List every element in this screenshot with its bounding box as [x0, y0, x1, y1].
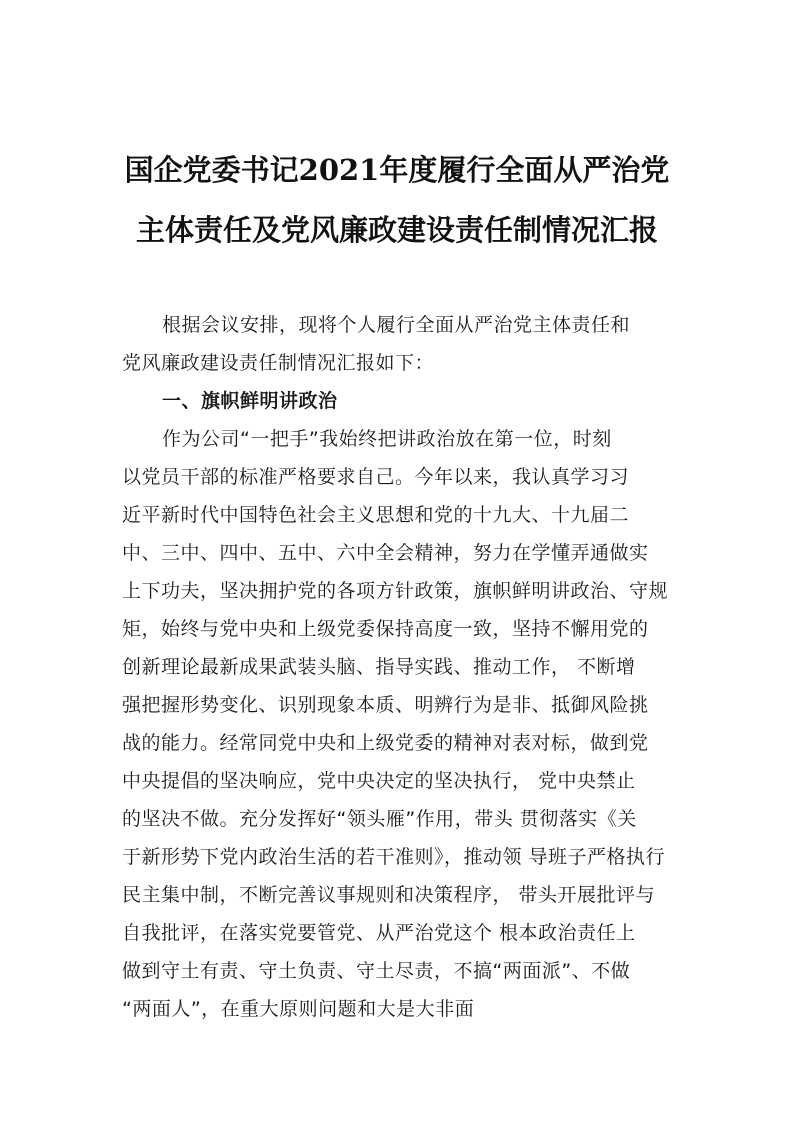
body-line: 以党员干部的标准严格要求自己。今年以来，我认真学习习: [122, 466, 630, 488]
body-line: 民主集中制，不断完善议事规则和决策程序， 带头开展批评与: [122, 884, 656, 906]
body-line: 作为公司“一把手”我始终把讲政治放在第一位，时刻: [162, 428, 612, 450]
body-line: 于新形势下党内政治生活的若干准则》，推动领 导班子严格执行: [122, 846, 666, 868]
body-line: 党风廉政建设责任制情况汇报如下：: [122, 352, 435, 374]
body-line: 的坚决不做。充分发挥好“领头雁”作用，带头 贯彻落实《关: [122, 808, 637, 830]
section-heading: 一、旗帜鲜明讲政治: [162, 390, 338, 412]
body-line: 战的能力。经常同党中央和上级党委的精神对表对标，做到党: [122, 732, 649, 754]
body-line: 矩，始终与党中央和上级党委保持高度一致，坚持不懈用党的: [122, 618, 649, 640]
body-line: 中、三中、四中、五中、六中全会精神，努力在学懂弄通做实: [122, 542, 649, 564]
body-line: 近平新时代中国特色社会主义思想和党的十九大、十九届二: [122, 504, 630, 526]
body-line: 自我批评，在落实党要管党、从严治党这个 根本政治责任上: [122, 922, 636, 944]
body-line: 中央提倡的坚决响应，党中央决定的坚决执行， 党中央禁止: [122, 770, 636, 792]
body-line: 创新理论最新成果武装头脑、指导实践、推动工作， 不断增: [122, 656, 636, 678]
body-line: 根据会议安排，现将个人履行全面从严治党主体责任和: [162, 314, 631, 336]
body-line: 强把握形势变化、识别现象本质、明辨行为是非、抵御风险挑: [122, 694, 649, 716]
body-line: “两面人”，在重大原则问题和大是大非面: [122, 998, 475, 1020]
document-title-line-1: 国企党委书记2021年度履行全面从严治党: [124, 153, 670, 187]
body-line: 做到守土有责、守土负责、守土尽责，不搞“两面派”、不做: [122, 960, 631, 982]
body-line: 上下功夫，坚决拥护党的各项方针政策，旗帜鲜明讲政治、守规: [122, 580, 669, 602]
document-title-line-2: 主体责任及党风廉政建设责任制情况汇报: [135, 213, 658, 247]
